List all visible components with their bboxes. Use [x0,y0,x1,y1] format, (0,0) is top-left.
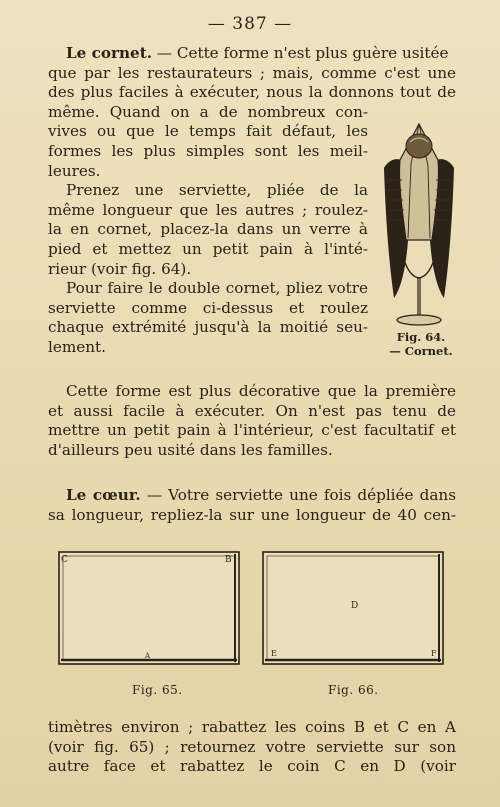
paragraph-coeur-intro [48,486,456,506]
page-number: — 387 — [207,14,293,34]
text-line: des plus faciles à exécuter, nous la donnons tout de [48,83,456,102]
text-block-decorative [48,382,456,460]
fig65-label-a: A [145,652,151,660]
paragraph-cornet-intro [48,44,456,64]
text-line: Prenez une serviette, pliée de la [66,181,368,200]
caption-line: — Cornet. [389,344,453,358]
text-line: autre face et rabattez le coin C en D (voir [48,757,456,776]
text-block-coeur [48,486,456,525]
text-line: vives ou que le temps fait défaut, les [48,122,368,141]
heading-cornet: Le cornet. [66,44,153,62]
text-line: formes les plus simples sont les meil- [48,141,368,160]
text-line: — Votre serviette une fois dépliée dans [140,486,456,504]
text-line: d'ailleurs peu usité dans les familles. [48,440,333,459]
fig66-label-d: D [351,601,359,611]
figures-65-66-row [55,548,455,673]
text-line: la en cornet, placez-la dans un verre à [48,220,368,239]
text-line: même. Quand on a de nombreux con- [48,102,368,121]
figure-64-caption [376,330,466,358]
text-line: timètres environ ; rabattez les coins B et C en A [48,718,456,736]
heading-coeur: Le cœur. [66,486,141,504]
figure-64-cornet-illustration [378,120,460,350]
text-line: leures. [48,161,101,180]
text-line: que par les restaurateurs ; mais, comme c'est une [48,63,456,82]
text-line: Pour faire le double cornet, pliez votre [66,279,368,298]
fig65-label-c: C [61,555,68,565]
fig66-label-f: F [431,649,437,658]
figure-66-folded-napkin [259,548,447,668]
text-line: mettre un petit pain à l'intérieur, c'est facultatif et [48,421,456,440]
caption-line: Fig. 64. [396,330,446,344]
text-line: sa longueur, repliez-la sur une longueur de 40 cen- [48,505,456,524]
text-line: rieur (voir fig. 64). [48,259,192,278]
text-line: et aussi facile à exécuter. On n'est pas tenu de [48,401,456,420]
text-line: chaque extrémité jusqu'à la moitié seu- [48,318,368,337]
text-line: — Cette forme n'est plus guère usitée [152,44,449,62]
fig66-label-e: E [271,649,277,658]
figure-66-caption: Fig. 66. [328,683,379,697]
figure-65-caption: Fig. 65. [132,683,183,697]
figure-65-folded-napkin [55,548,243,668]
text-line: même longueur que les autres ; roulez- [48,200,368,219]
fig65-label-b: B [225,555,232,565]
text-line: Cette forme est plus décorative que la première [66,382,456,400]
text-block-coeur-continued [48,718,456,777]
text-line: lement. [48,337,106,356]
text-line: (voir fig. 65) ; retournez votre serviette sur son [48,737,456,756]
text-line: serviette comme ci-dessus et roulez [48,298,368,317]
text-line: pied et mettez un petit pain à l'inté- [48,239,368,258]
